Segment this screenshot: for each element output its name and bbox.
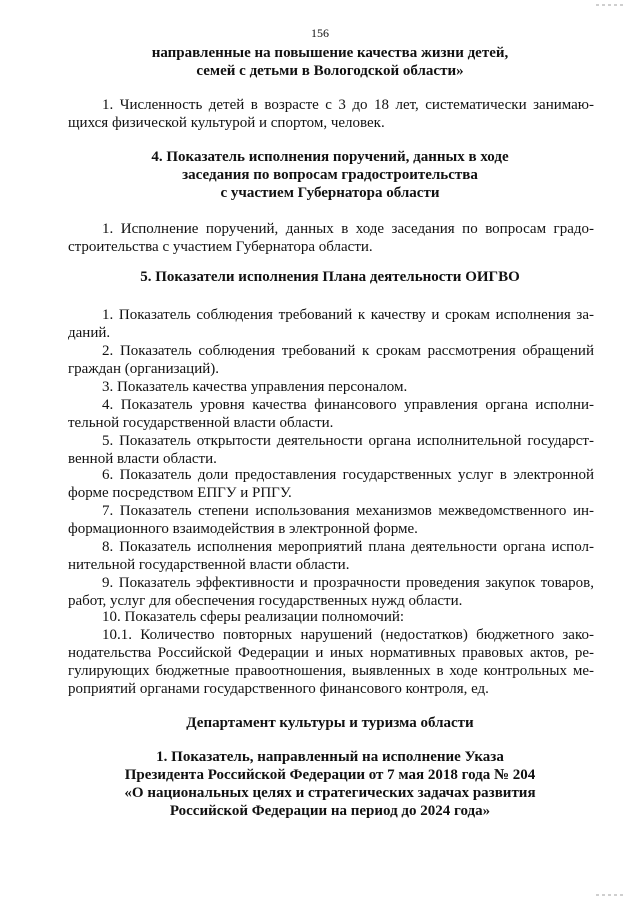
paragraph-line: строительства с участием Губернатора области. (68, 239, 373, 255)
paragraph-line: 10. Показатель сферы реализации полномочий: (102, 609, 405, 625)
scan-artifact (596, 894, 626, 896)
department-title (60, 714, 600, 732)
heading-line: заседания по вопросам градостроительства (182, 167, 478, 183)
paragraph-line: работ, услуг для обеспечения государственных нужд области. (68, 593, 463, 609)
heading-line: Департамент культуры и туризма области (186, 715, 474, 731)
paragraph-line: 9. Показатель эффективности и прозрачности проведения закупок товаров, (102, 575, 594, 591)
heading-line: 5. Показатели исполнения Плана деятельности ОИГВО (140, 269, 520, 285)
section-heading-culture-1 (60, 748, 600, 820)
heading-line: Президента Российской Федерации от 7 мая 2018 года № 204 (124, 767, 536, 783)
scan-artifact (596, 4, 626, 6)
heading-line: семей с детьми в Вологодской области» (196, 63, 464, 79)
paragraph-line: 1. Численность детей в возрасте с 3 до 18 лет, систематически занимаю- (102, 97, 594, 113)
paragraph-line: 2. Показатель соблюдения требований к срокам рассмотрения обращений (102, 343, 594, 359)
paragraph-line: венной власти области. (68, 451, 217, 467)
paragraph (68, 306, 594, 342)
section-heading-4 (60, 148, 600, 202)
paragraph-line: даний. (68, 325, 111, 341)
paragraph (68, 574, 594, 610)
heading-line: 1. Показатель, направленный на исполнение Указа (156, 749, 504, 765)
paragraph (68, 466, 594, 502)
heading-line: «О национальных целях и стратегических задачах развития (124, 785, 536, 801)
paragraph (68, 432, 594, 468)
paragraph (68, 396, 594, 432)
paragraph-line: 1. Исполнение поручений, данных в ходе заседания по вопросам градо- (102, 221, 594, 237)
page-number: 156 (311, 26, 329, 40)
heading-line: 4. Показатель исполнения поручений, данных в ходе (151, 149, 509, 165)
paragraph-line: роприятий органами государственного финансового контроля, ед. (68, 681, 489, 697)
paragraph-line: нодательства Российской Федерации и иных нормативных правовых актов, ре- (68, 645, 594, 661)
paragraph-line: тельной государственной власти области. (68, 415, 334, 431)
paragraph-line: 7. Показатель степени использования механизмов межведомственного ин- (102, 503, 594, 519)
heading-line: направленные на повышение качества жизни детей, (151, 45, 509, 61)
paragraph (68, 608, 594, 626)
paragraph (68, 220, 594, 256)
heading-line: Российской Федерации на период до 2024 года» (169, 803, 491, 819)
paragraph-line: 8. Показатель исполнения мероприятий плана деятельности органа испол- (102, 539, 594, 555)
paragraph-line: 5. Показатель открытости деятельности органа исполнительной государст- (102, 433, 594, 449)
paragraph-line: 1. Показатель соблюдения требований к качеству и срокам исполнения за- (102, 307, 594, 323)
paragraph-line: 10.1. Количество повторных нарушений (недостатков) бюджетного зако- (102, 627, 594, 643)
section-heading-5 (60, 268, 600, 286)
paragraph (68, 538, 594, 574)
paragraph (68, 626, 594, 698)
section-heading-continuation (60, 44, 600, 80)
paragraph (68, 342, 594, 378)
paragraph-line: формационного взаимодействия в электронной форме. (68, 521, 418, 537)
heading-line: с участием Губернатора области (220, 185, 440, 201)
paragraph-line: 4. Показатель уровня качества финансового управления органа исполни- (102, 397, 594, 413)
paragraph-line: 6. Показатель доли предоставления государственных услуг в электронной (102, 467, 594, 483)
paragraph (68, 96, 594, 132)
paragraph-line: форме посредством ЕПГУ и РПГУ. (68, 485, 292, 501)
paragraph-line: щихся физической культурой и спортом, человек. (68, 115, 385, 131)
paragraph-line: нительной государственной власти области. (68, 557, 350, 573)
paragraph (68, 502, 594, 538)
paragraph-line: граждан (организаций). (68, 361, 220, 377)
paragraph (68, 378, 594, 396)
paragraph-line: 3. Показатель качества управления персоналом. (102, 379, 408, 395)
paragraph-line: гулирующих бюджетные правоотношения, выявленных в ходе контрольных ме- (68, 663, 594, 679)
